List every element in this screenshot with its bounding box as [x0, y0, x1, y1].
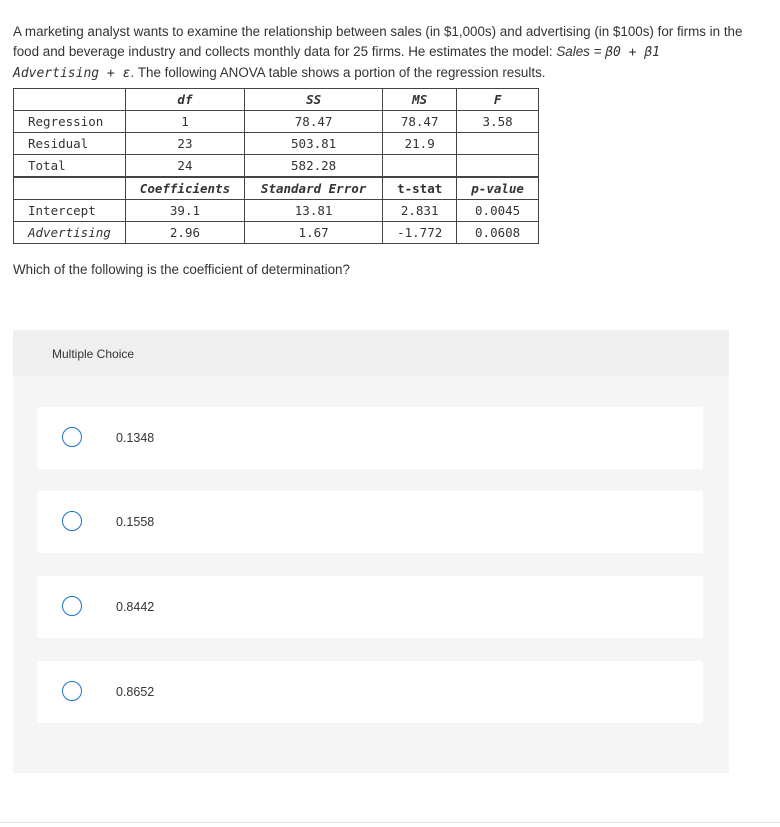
- anova-table: [13, 88, 539, 244]
- anova-row-residual: [14, 133, 539, 155]
- anova-row-regression: [14, 111, 539, 133]
- coef-row-intercept: [14, 200, 539, 222]
- anova-row-total: [14, 155, 539, 178]
- choice-option-1[interactable]: [37, 407, 703, 469]
- radio-button[interactable]: [62, 427, 82, 447]
- model-rhs: β0 + β1 Advertising + ε: [13, 45, 660, 81]
- radio-button[interactable]: [62, 511, 82, 531]
- table-cell: 2.831: [383, 200, 457, 222]
- choice-option-2[interactable]: [37, 491, 703, 553]
- table-cell: 21.9: [383, 133, 457, 155]
- choice-label: 0.8442: [116, 600, 155, 614]
- table-cell: 3.58: [457, 111, 539, 133]
- anova-header-row: [14, 89, 539, 111]
- question-intro: A marketing analyst wants to examine the relationship between sales (in $1,000s) and advertising (in $100s) for firms in the food and beverage industry and collects monthly data for 25 firms. He estimates the model:: [13, 24, 743, 59]
- radio-button[interactable]: [62, 596, 82, 616]
- radio-button[interactable]: [62, 681, 82, 701]
- row-label: Intercept: [14, 200, 126, 222]
- anova-header-df: df: [125, 89, 244, 111]
- table-cell: [457, 133, 539, 155]
- anova-header-cell: [14, 89, 126, 111]
- choice-label: 0.1348: [116, 431, 155, 445]
- row-label: Regression: [14, 111, 126, 133]
- coef-header-coefficients: Coefficients: [125, 177, 244, 200]
- multiple-choice-panel: [13, 330, 729, 773]
- question-prompt: Which of the following is the coefficient of determination?: [13, 262, 350, 277]
- coef-header-cell: [14, 177, 126, 200]
- coef-header-t-stat: t-stat: [383, 177, 457, 200]
- table-cell: 23: [125, 133, 244, 155]
- table-cell: 582.28: [245, 155, 383, 178]
- multiple-choice-header: [13, 330, 729, 376]
- table-cell: 0.0045: [457, 200, 539, 222]
- table-cell: 13.81: [245, 200, 383, 222]
- choice-option-3[interactable]: [37, 576, 703, 638]
- table-cell: 78.47: [245, 111, 383, 133]
- table-cell: 78.47: [383, 111, 457, 133]
- table-cell: 0.0608: [457, 222, 539, 244]
- model-tail: . The following ANOVA table shows a portion of the regression results.: [130, 65, 546, 80]
- coef-header-p-value: p-value: [457, 177, 539, 200]
- anova-header-f: F: [457, 89, 539, 111]
- table-cell: 2.96: [125, 222, 244, 244]
- table-cell: 1: [125, 111, 244, 133]
- question-stem: [13, 22, 753, 84]
- coef-header-row: [14, 177, 539, 200]
- choice-option-4[interactable]: [37, 661, 703, 723]
- coef-row-advertising: [14, 222, 539, 244]
- table-cell: -1.772: [383, 222, 457, 244]
- multiple-choice-title: Multiple Choice: [52, 347, 135, 361]
- model-lhs: Sales =: [556, 44, 606, 59]
- table-cell: 24: [125, 155, 244, 178]
- table-cell: 503.81: [245, 133, 383, 155]
- coef-header-std-error: Standard Error: [245, 177, 383, 200]
- table-cell: [383, 155, 457, 178]
- anova-header-ms: MS: [383, 89, 457, 111]
- anova-header-ss: SS: [245, 89, 383, 111]
- table-cell: [457, 155, 539, 178]
- table-cell: 39.1: [125, 200, 244, 222]
- choice-label: 0.1558: [116, 515, 155, 529]
- row-label: Advertising: [14, 222, 126, 244]
- choice-label: 0.8652: [116, 685, 155, 699]
- bottom-divider: [0, 822, 780, 823]
- row-label: Total: [14, 155, 126, 178]
- row-label: Residual: [14, 133, 126, 155]
- table-cell: 1.67: [245, 222, 383, 244]
